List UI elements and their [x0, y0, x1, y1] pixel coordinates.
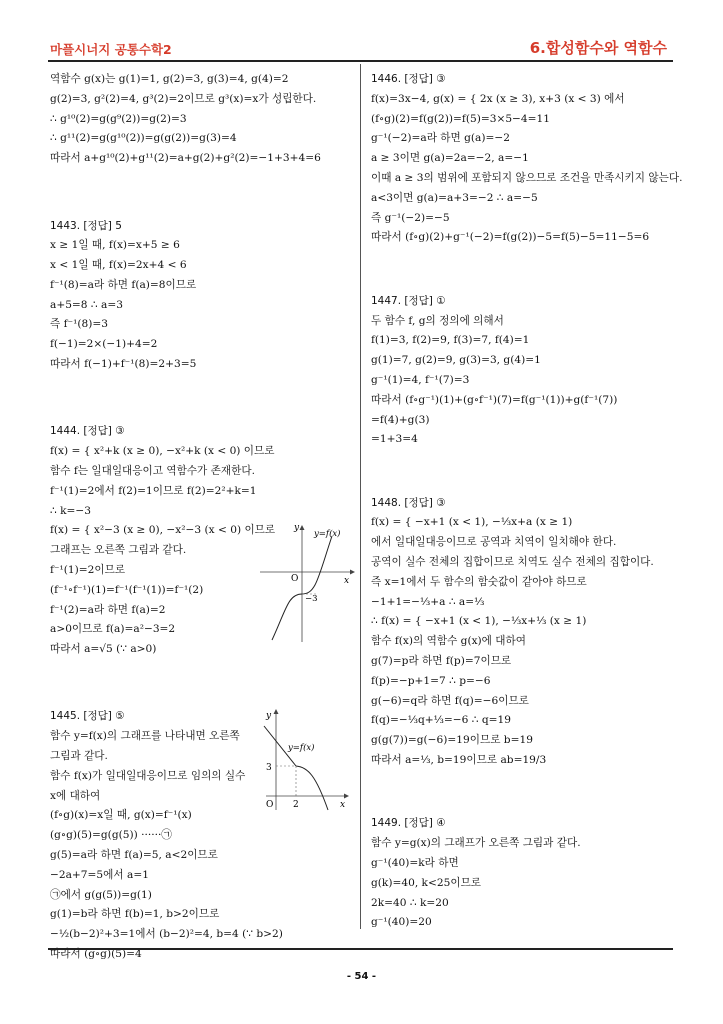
solution-line: 그래프는 오른쪽 그림과 같다. — [50, 544, 187, 557]
solution-line: f⁻¹(1)=2이므로 — [50, 563, 126, 576]
section-gap — [50, 169, 350, 217]
solution-title: 1444. [정답] ③ — [50, 425, 125, 438]
solution-line: 함수 f(x)의 역함수 g(x)에 대하여 — [371, 635, 526, 648]
origin-label: O — [266, 800, 274, 810]
solution-line: f(x)=3x−4, g(x) = { 2x (x ≥ 3), x+3 (x < 3) 에서 — [371, 92, 625, 105]
solution-line: =f(4)+g(3) — [371, 413, 430, 426]
y-intercept-label: −3 — [305, 594, 318, 604]
y-mark-label: 3 — [266, 763, 272, 773]
solution-line: g(5)=a라 하면 f(a)=5, a<2이므로 — [50, 849, 218, 862]
solution-line: ㉠에서 g(g(5))=g(1) — [50, 888, 152, 901]
solution-line: 역함수 g(x)는 g(1)=1, g(2)=3, g(3)=4, g(4)=2 — [50, 73, 289, 85]
page-number: - 54 - — [346, 971, 377, 982]
right-column — [371, 70, 683, 933]
footer-rule — [48, 948, 673, 950]
solution-line: =1+3=4 — [371, 433, 418, 446]
x-axis-arrow — [344, 794, 349, 799]
section-gap — [371, 771, 671, 815]
y-axis-label: y — [266, 711, 272, 721]
solution-line: 이때 a ≥ 3의 범위에 포함되지 않으므로 조건을 만족시키지 않는다. — [371, 171, 683, 184]
solution-line: ∴ k=−3 — [50, 504, 92, 517]
solution-line: 따라서 (g∘g)(5)=4 — [50, 948, 142, 961]
solution-line: g⁻¹(−2)=a라 하면 g(a)=−2 — [371, 132, 510, 145]
solution-line: f(1)=3, f(2)=9, f(3)=7, f(4)=1 — [371, 334, 530, 347]
solution-title: 1445. [정답] ⑤ — [50, 710, 125, 723]
solution-line: 에서 일대일대응이므로 공역과 치역이 일치해야 한다. — [371, 536, 617, 549]
solution-line: 함수 y=g(x)의 그래프가 오른쪽 그림과 같다. — [371, 837, 581, 850]
curve-label: y=f(x) — [288, 743, 315, 753]
solution-title: 1443. [정답] 5 — [50, 219, 122, 232]
solution-line: 따라서 f(−1)+f⁻¹(8)=2+3=5 — [50, 358, 197, 371]
solution-title: 1446. [정답] ③ — [371, 73, 446, 85]
solution-line: f(x) = { −x+1 (x < 1), −⅓x+a (x ≥ 1) — [371, 516, 573, 529]
solution-line: ∴ g¹⁰(2)=g(g⁹(2))=g(2)=3 — [50, 112, 187, 125]
solution-line: 즉 x=1에서 두 함수의 함숫값이 같아야 하므로 — [371, 575, 587, 588]
function-curve-right — [296, 766, 328, 810]
solution-line: a>0이므로 f(a)=a²−3=2 — [50, 623, 176, 636]
solution-line: 공역이 실수 전체의 집합이므로 치역도 실수 전체의 집합이다. — [371, 556, 654, 569]
header-book-title: 마플시너지 공통수학2 — [50, 42, 172, 57]
x-mark-label: 2 — [293, 800, 299, 810]
y-axis-arrow — [300, 525, 305, 530]
graph-1445 — [258, 706, 358, 816]
curve-label: y=f(x) — [314, 529, 341, 539]
solution-line: g⁻¹(40)=20 — [371, 916, 432, 929]
section-gap — [50, 375, 350, 423]
solution-line: 함수 f(x)가 일대일대응이므로 임의의 실수 — [50, 769, 246, 782]
solution-line: g(2)=3, g²(2)=4, g³(2)=2이므로 g³(x)=x가 성립한다. — [50, 92, 317, 105]
solution-line: f(q)=−⅓q+⅓=−6 ∴ q=19 — [371, 714, 512, 727]
solution-line: a ≥ 3이면 g(a)=2a=−2, a=−1 — [371, 152, 529, 165]
solution-line: ∴ f(x) = { −x+1 (x < 1), −⅓x+⅓ (x ≥ 1) — [371, 615, 587, 628]
solution-line: 두 함수 f, g의 정의에 의해서 — [371, 314, 504, 327]
solution-line: −2a+7=5에서 a=1 — [50, 868, 149, 881]
solution-line: 따라서 a=√5 (∵ a>0) — [50, 643, 157, 656]
solution-line: ∴ g¹¹(2)=g(g¹⁰(2))=g(g(2))=g(3)=4 — [50, 132, 237, 145]
y-axis-label: y — [294, 523, 300, 533]
solution-title: 1448. [정답] ③ — [371, 496, 446, 509]
solution-line: g(7)=p라 하면 f(p)=7이므로 — [371, 655, 512, 668]
solution-line: g(1)=7, g(2)=9, g(3)=3, g(4)=1 — [371, 354, 541, 367]
solution-title: 1447. [정답] ① — [371, 294, 446, 307]
solution-line: a<3이면 g(a)=a+3=−2 ∴ a=−5 — [371, 191, 538, 204]
section-gap — [50, 660, 350, 708]
solution-line: f(x) = { x²−3 (x ≥ 0), −x²−3 (x < 0) 이므로 — [50, 524, 276, 537]
solution-line: 2k=40 ∴ k=20 — [371, 896, 449, 909]
solution-line: (g∘g)(5)=g(g(5)) ······㉠ — [50, 829, 172, 842]
solution-line: 따라서 (f∘g⁻¹)(1)+(g∘f⁻¹)(7)=f(g⁻¹(1))+g(f⁻¹(7)) — [371, 393, 618, 406]
solution-line: (f⁻¹∘f⁻¹)(1)=f⁻¹(f⁻¹(1))=f⁻¹(2) — [50, 583, 204, 596]
solution-line: f(−1)=2×(−1)+4=2 — [50, 338, 158, 351]
left-column — [50, 70, 350, 965]
solution-line: 함수 f는 일대일대응이고 역함수가 존재한다. — [50, 464, 255, 477]
graph-1444 — [258, 522, 358, 646]
solution-line: x에 대하여 — [50, 789, 101, 802]
solution-line: −½(b−2)²+3=1에서 (b−2)²=4, b=4 (∵ b>2) — [50, 928, 283, 941]
solution-line: 따라서 a=⅓, b=19이므로 ab=19/3 — [371, 754, 547, 766]
solution-line: 그림과 같다. — [50, 750, 108, 763]
solution-line: x < 1일 때, f(x)=2x+4 < 6 — [50, 259, 187, 272]
solution-line: f⁻¹(2)=a라 하면 f(a)=2 — [50, 603, 166, 616]
solution-line: 따라서 a+g¹⁰(2)+g¹¹(2)=a+g(2)+g²(2)=−1+3+4=6 — [50, 152, 321, 165]
solution-line: (f∘g)(x)=x일 때, g(x)=f⁻¹(x) — [50, 809, 192, 822]
x-axis-label: x — [344, 576, 350, 586]
solution-line: 즉 f⁻¹(8)=3 — [50, 318, 108, 331]
solution-line: f⁻¹(8)=a라 하면 f(a)=8이므로 — [50, 278, 197, 291]
y-axis-arrow — [274, 709, 279, 714]
solution-line: (f∘g)(2)=f(g(2))=f(5)=3×5−4=11 — [371, 112, 551, 125]
header-chapter-title: 6.합성함수와 역함수 — [529, 39, 667, 57]
solution-line: g(1)=b라 하면 f(b)=1, b>2이므로 — [50, 908, 220, 921]
x-axis-label: x — [340, 800, 346, 810]
column-divider — [360, 64, 361, 929]
solution-line: 즉 g⁻¹(−2)=−5 — [371, 211, 450, 224]
solution-line: g(−6)=q라 하면 f(q)=−6이므로 — [371, 694, 529, 707]
solution-line: f(p)=−p+1=7 ∴ p=−6 — [371, 674, 491, 687]
solution-line: f(x) = { x²+k (x ≥ 0), −x²+k (x < 0) 이므로 — [50, 445, 275, 458]
solution-line: 따라서 (f∘g)(2)+g⁻¹(−2)=f(g(2))−5=f(5)−5=11−5=6 — [371, 231, 650, 244]
solution-line: g(g(7))=g(−6)=19이므로 b=19 — [371, 734, 533, 747]
section-gap — [371, 248, 671, 292]
solution-line: a+5=8 ∴ a=3 — [50, 298, 123, 311]
solution-line: g⁻¹(40)=k라 하면 — [371, 856, 459, 869]
solution-line: g(k)=40, k<25이므로 — [371, 876, 482, 889]
solution-line: x ≥ 1일 때, f(x)=x+5 ≥ 6 — [50, 239, 180, 252]
origin-label: O — [291, 574, 299, 584]
solution-line: f⁻¹(1)=2에서 f(2)=1이므로 f(2)=2²+k=1 — [50, 484, 257, 497]
solution-line: g⁻¹(1)=4, f⁻¹(7)=3 — [371, 373, 470, 386]
solution-title: 1449. [정답] ④ — [371, 817, 446, 830]
x-axis-arrow — [350, 570, 355, 575]
section-gap — [371, 450, 671, 494]
solution-line: 함수 y=f(x)의 그래프를 나타내면 오른쪽 — [50, 730, 240, 743]
header-rule — [48, 60, 673, 62]
solution-line: −1+1=−⅓+a ∴ a=⅓ — [371, 595, 485, 608]
